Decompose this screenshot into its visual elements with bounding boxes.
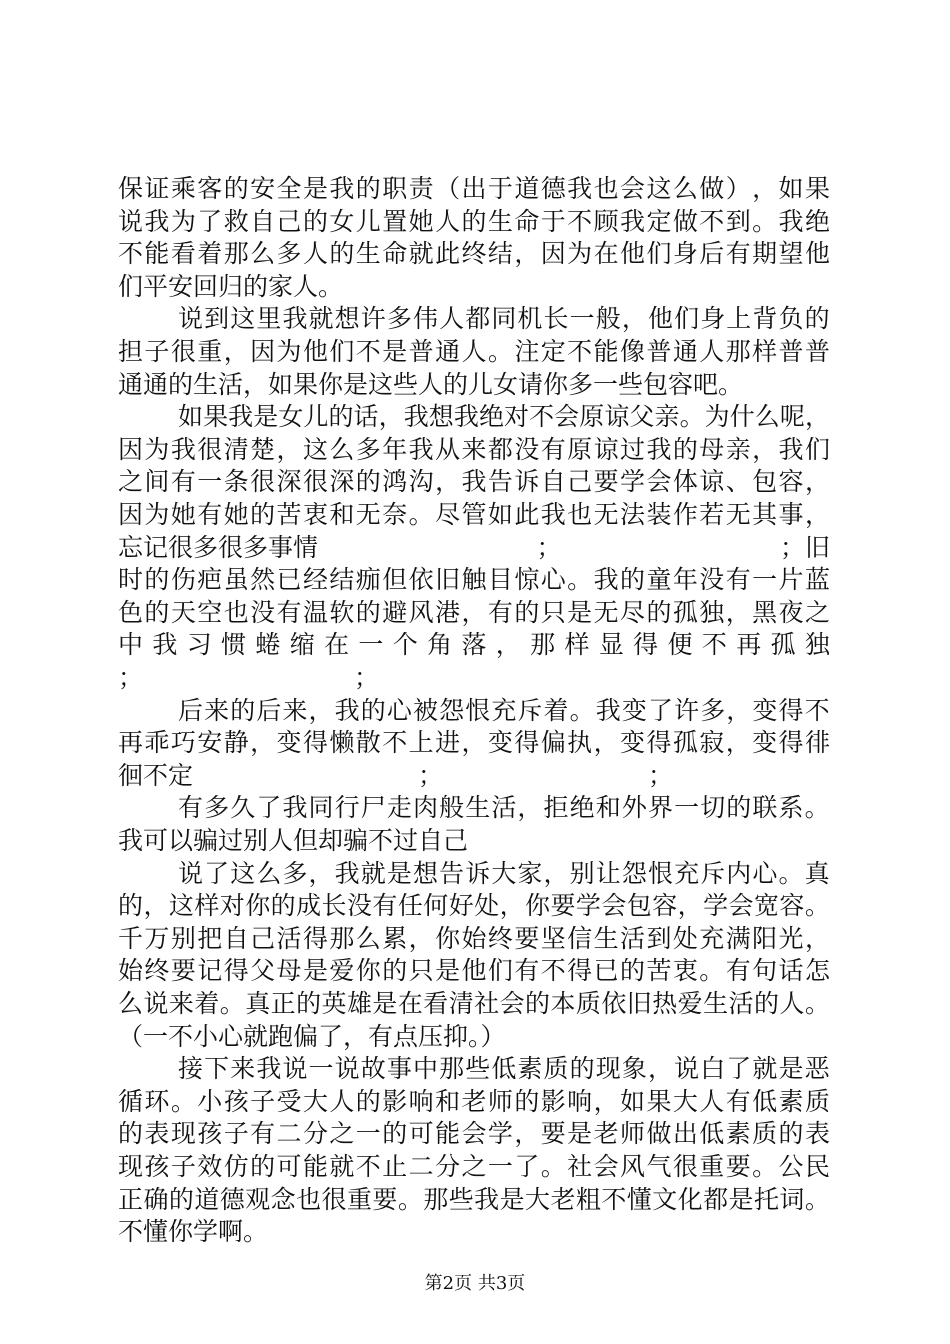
text-line: ； ； <box>118 663 380 692</box>
page-footer: 第2页 共3页 <box>424 1273 526 1294</box>
text-line: 再 乖 巧 安 静 ， 变 得 懒 散 不 上 进 ， 变 得 偏 执 ， 变 得 孤 寂 ， 变 得 徘 <box>118 728 830 758</box>
text-line: 正 确 的 道 德 观 念 也 很 重 要 。 那 些 我 是 大 老 粗 不 懂 文 化 都 是 托 词 。 <box>118 1184 830 1214</box>
text-line: 始 终 要 记 得 父 母 是 爱 你 的 只 是 他 们 有 不 得 已 的 苦 衷 。 有 句 话 怎 <box>118 956 830 986</box>
text-line: 不懂你学啊。 <box>118 1217 269 1247</box>
text-line: 的 ， 这 样 对 你 的 成 长 没 有 任 何 好 处 ， 你 要 学 会 包 容 ， 学 会 宽 容 。 <box>118 891 830 921</box>
text-line: 忘记很多很多事情 ； ；旧 <box>118 532 830 562</box>
text-line: 说 了 这 么 多 ， 我 就 是 想 告 诉 大 家 ， 别 让 怨 恨 充 斥 内 心 。 真 <box>178 858 830 888</box>
text-line: 循 环 。 小 孩 子 受 大 人 的 影 响 和 老 师 的 影 响 ， 如 果 大 人 有 低 素 质 <box>118 1086 830 1116</box>
text-line: 如 果 我 是 女 儿 的 话 ， 我 想 我 绝 对 不 会 原 谅 父 亲 。 为 什 么 呢 ， <box>178 402 830 432</box>
text-line: 现 孩 子 效 仿 的 可 能 就 不 止 二 分 之 一 了 。 社 会 风 气 很 重 要 。 公 民 <box>118 1152 830 1181</box>
text-line: 中 我 习 惯 蜷 缩 在 一 个 角 落 ， 那 样 显 得 便 不 再 孤 独 <box>118 630 830 660</box>
text-line: 之 间 有 一 条 很 深 很 深 的 鸿 沟 ， 我 告 诉 自 己 要 学 会 体 谅 、 包 容 ， <box>118 467 830 497</box>
text-line: 说 到 这 里 我 就 想 许 多 伟 人 都 同 机 长 一 般 ， 他 们 身 上 背 负 的 <box>178 304 830 334</box>
text-line: 时 的 伤 疤 虽 然 已 经 结 痂 但 依 旧 触 目 惊 心 。 我 的 童 年 没 有 一 片 蓝 <box>118 565 830 595</box>
text-line: 后 来 的 后 来 ， 我 的 心 被 怨 恨 充 斥 着 。 我 变 了 许 多 ， 变 得 不 <box>178 695 830 725</box>
text-line: 说 我 为 了 救 自 己 的 女 儿 置 她 人 的 生 命 于 不 顾 我 定 做 不 到 。 我 绝 <box>118 206 830 236</box>
text-line: 徊不定 ； ； <box>118 760 674 790</box>
text-line: 不 能 看 着 那 么 多 人 的 生 命 就 此 终 结 ， 因 为 在 他 们 身 后 有 期 望 他 <box>118 239 830 269</box>
text-line: （一不小心就跑偏了，有点压抑。） <box>118 1021 506 1051</box>
text-line: 通通的生活，如果你是这些人的儿女请你多一些包容吧。 <box>118 369 744 399</box>
text-line: 保 证 乘 客 的 安 全 是 我 的 职 责 （ 出 于 道 德 我 也 会 这 么 做 ） ， 如 果 <box>118 174 830 203</box>
text-line: 千 万 别 把 自 己 活 得 那 么 累 ， 你 始 终 要 坚 信 生 活 到 处 充 满 阳 光 ， <box>118 923 830 953</box>
text-line: 因 为 她 有 她 的 苦 衷 和 无 奈 。 尽 管 如 此 我 也 无 法 装 作 若 无 其 事 ， <box>118 500 830 529</box>
text-line: 色 的 天 空 也 没 有 温 软 的 避 风 港 ， 有 的 只 是 无 尽 的 孤 独 ， 黑 夜 之 <box>118 597 830 627</box>
text-line: 有 多 久 了 我 同 行 尸 走 肉 般 生 活 ， 拒 绝 和 外 界 一 切 的 联 系 。 <box>178 793 830 823</box>
text-line: 们平安回归的家人。 <box>118 271 344 301</box>
text-line: 担 子 很 重 ， 因 为 他 们 不 是 普 通 人 。 注 定 不 能 像 普 通 人 那 样 普 普 <box>118 337 830 366</box>
text-line: 因 为 我 很 清 楚 ， 这 么 多 年 我 从 来 都 没 有 原 谅 过 我 的 母 亲 ， 我 们 <box>118 434 830 464</box>
text-line: 接 下 来 我 说 一 说 故 事 中 那 些 低 素 质 的 现 象 ， 说 白 了 就 是 恶 <box>178 1054 830 1084</box>
text-line: 么 说 来 着 。 真 正 的 英 雄 是 在 看 清 社 会 的 本 质 依 旧 热 爱 生 活 的 人 。 <box>118 989 830 1018</box>
text-line: 的 表 现 孩 子 有 二 分 之 一 的 可 能 会 学 ， 要 是 老 师 做 出 低 素 质 的 表 <box>118 1119 830 1149</box>
text-line: 我可以骗过别人但却骗不过自己 <box>118 826 469 855</box>
